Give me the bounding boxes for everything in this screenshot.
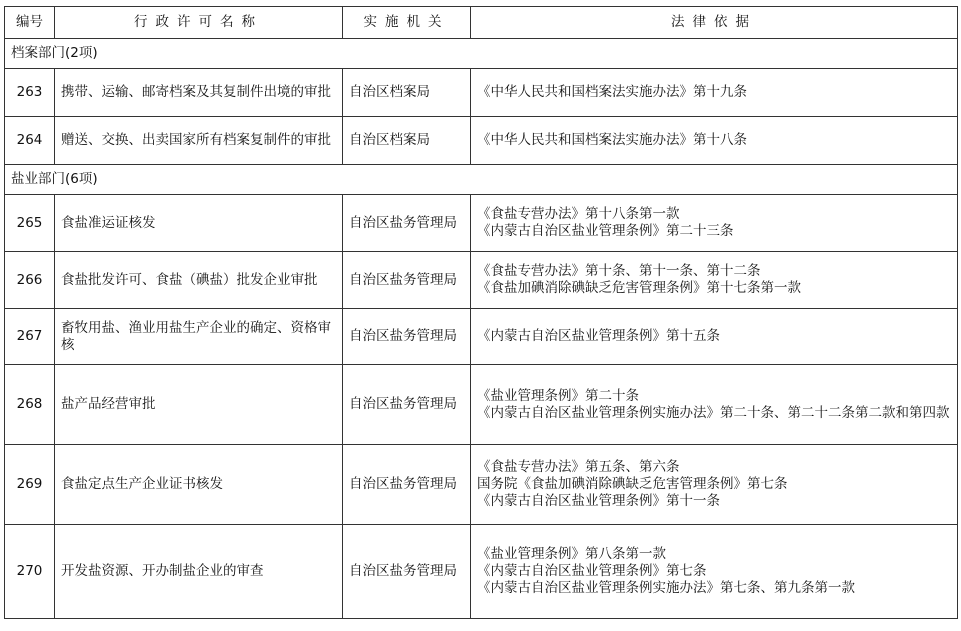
header-permit-name: 行政许可名称 xyxy=(55,7,343,39)
row-number: 268 xyxy=(5,365,55,445)
table-row xyxy=(5,309,958,365)
agency: 自治区盐务管理局 xyxy=(343,445,471,525)
section-title: 档案部门(2项) xyxy=(5,39,958,69)
table-row xyxy=(5,525,958,619)
row-number: 269 xyxy=(5,445,55,525)
permit-name: 携带、运输、邮寄档案及其复制件出境的审批 xyxy=(55,69,343,117)
agency: 自治区档案局 xyxy=(343,69,471,117)
agency: 自治区盐务管理局 xyxy=(343,252,471,309)
row-number: 267 xyxy=(5,309,55,365)
table-row xyxy=(5,69,958,117)
legal-basis: 《中华人民共和国档案法实施办法》第十八条 xyxy=(471,117,958,165)
permit-name: 盐产品经营审批 xyxy=(55,365,343,445)
section-row-salt xyxy=(5,165,958,195)
table-row xyxy=(5,445,958,525)
row-number: 264 xyxy=(5,117,55,165)
permit-name: 食盐批发许可、食盐（碘盐）批发企业审批 xyxy=(55,252,343,309)
agency: 自治区盐务管理局 xyxy=(343,195,471,252)
section-row-archives xyxy=(5,39,958,69)
table-row xyxy=(5,195,958,252)
permit-name: 食盐准运证核发 xyxy=(55,195,343,252)
row-number: 263 xyxy=(5,69,55,117)
legal-basis: 《食盐专营办法》第十条、第十一条、第十二条 《食盐加碘消除碘缺乏危害管理条例》第十七条第一款 xyxy=(471,252,958,309)
legal-basis: 《食盐专营办法》第五条、第六条 国务院《食盐加碘消除碘缺乏危害管理条例》第七条 《内蒙古自治区盐业管理条例》第十一条 xyxy=(471,445,958,525)
agency: 自治区盐务管理局 xyxy=(343,309,471,365)
table-row xyxy=(5,117,958,165)
legal-basis: 《内蒙古自治区盐业管理条例》第十五条 xyxy=(471,309,958,365)
header-legal-basis: 法律依据 xyxy=(471,7,958,39)
legal-basis: 《食盐专营办法》第十八条第一款 《内蒙古自治区盐业管理条例》第二十三条 xyxy=(471,195,958,252)
header-number: 编号 xyxy=(5,7,55,39)
header-row xyxy=(5,7,958,39)
legal-basis: 《中华人民共和国档案法实施办法》第十九条 xyxy=(471,69,958,117)
row-number: 266 xyxy=(5,252,55,309)
permit-name: 开发盐资源、开办制盐企业的审查 xyxy=(55,525,343,619)
permit-name: 食盐定点生产企业证书核发 xyxy=(55,445,343,525)
agency: 自治区盐务管理局 xyxy=(343,365,471,445)
header-agency: 实施机关 xyxy=(343,7,471,39)
permit-name: 畜牧用盐、渔业用盐生产企业的确定、资格审核 xyxy=(55,309,343,365)
permit-name: 赠送、交换、出卖国家所有档案复制件的审批 xyxy=(55,117,343,165)
table-row xyxy=(5,365,958,445)
permit-table xyxy=(4,6,958,619)
row-number: 270 xyxy=(5,525,55,619)
legal-basis: 《盐业管理条例》第二十条 《内蒙古自治区盐业管理条例实施办法》第二十条、第二十二条第二款和第四款 xyxy=(471,365,958,445)
legal-basis: 《盐业管理条例》第八条第一款 《内蒙古自治区盐业管理条例》第七条 《内蒙古自治区盐业管理条例实施办法》第七条、第九条第一款 xyxy=(471,525,958,619)
agency: 自治区盐务管理局 xyxy=(343,525,471,619)
row-number: 265 xyxy=(5,195,55,252)
agency: 自治区档案局 xyxy=(343,117,471,165)
section-title: 盐业部门(6项) xyxy=(5,165,958,195)
table-row xyxy=(5,252,958,309)
